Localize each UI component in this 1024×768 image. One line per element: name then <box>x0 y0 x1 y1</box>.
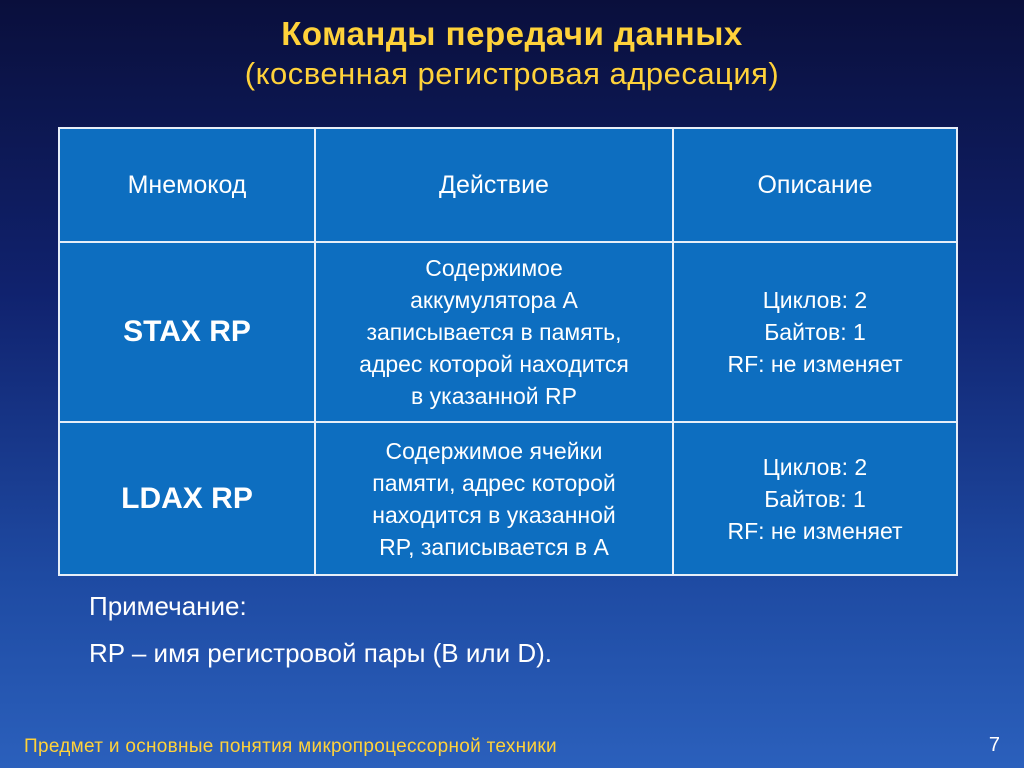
description-cell <box>673 422 957 575</box>
table-row <box>59 422 957 575</box>
action-line: Содержимое <box>425 255 563 281</box>
action-line: Содержимое ячейки <box>385 437 603 464</box>
header-description: Описание <box>673 128 957 242</box>
description-cell <box>673 242 957 422</box>
description-line: Циклов: 2 <box>762 287 868 313</box>
action-line: памяти, адрес которой <box>372 469 616 496</box>
title-block <box>0 14 1024 94</box>
action-line: аккумулятора А <box>410 287 578 313</box>
header-mnemonic: Мнемокод <box>59 128 315 242</box>
description-line: RF: не изменяет <box>727 517 903 544</box>
action-line: записывается в память, <box>366 319 622 345</box>
slide-title: Команды передачи данных <box>281 15 743 52</box>
description-line: Байтов: 1 <box>764 319 866 345</box>
action-cell <box>315 422 673 575</box>
description-line: RF: не изменяет <box>727 351 903 377</box>
footer-text: Предмет и основные понятия микропроцессорной техники <box>24 736 557 757</box>
note-text: RP – имя регистровой пары (B или D). <box>89 638 552 668</box>
commands-table <box>58 127 958 576</box>
action-line: находится в указанной <box>372 501 616 528</box>
page-number: 7 <box>988 734 1000 756</box>
action-line: адрес которой находится <box>359 351 629 377</box>
table-row <box>59 242 957 422</box>
mnemonic-cell: LDAX RP <box>59 422 315 575</box>
action-line: в указанной RP <box>411 383 577 409</box>
slide-subtitle: (косвенная регистровая адресация) <box>244 56 780 91</box>
header-action: Действие <box>315 128 673 242</box>
action-cell <box>315 242 673 422</box>
description-line: Циклов: 2 <box>762 453 868 480</box>
table-header-row <box>59 128 957 242</box>
action-line: RP, записывается в А <box>379 533 609 560</box>
mnemonic-cell: STAX RP <box>59 242 315 422</box>
note-label: Примечание: <box>89 591 247 621</box>
description-line: Байтов: 1 <box>764 485 866 512</box>
